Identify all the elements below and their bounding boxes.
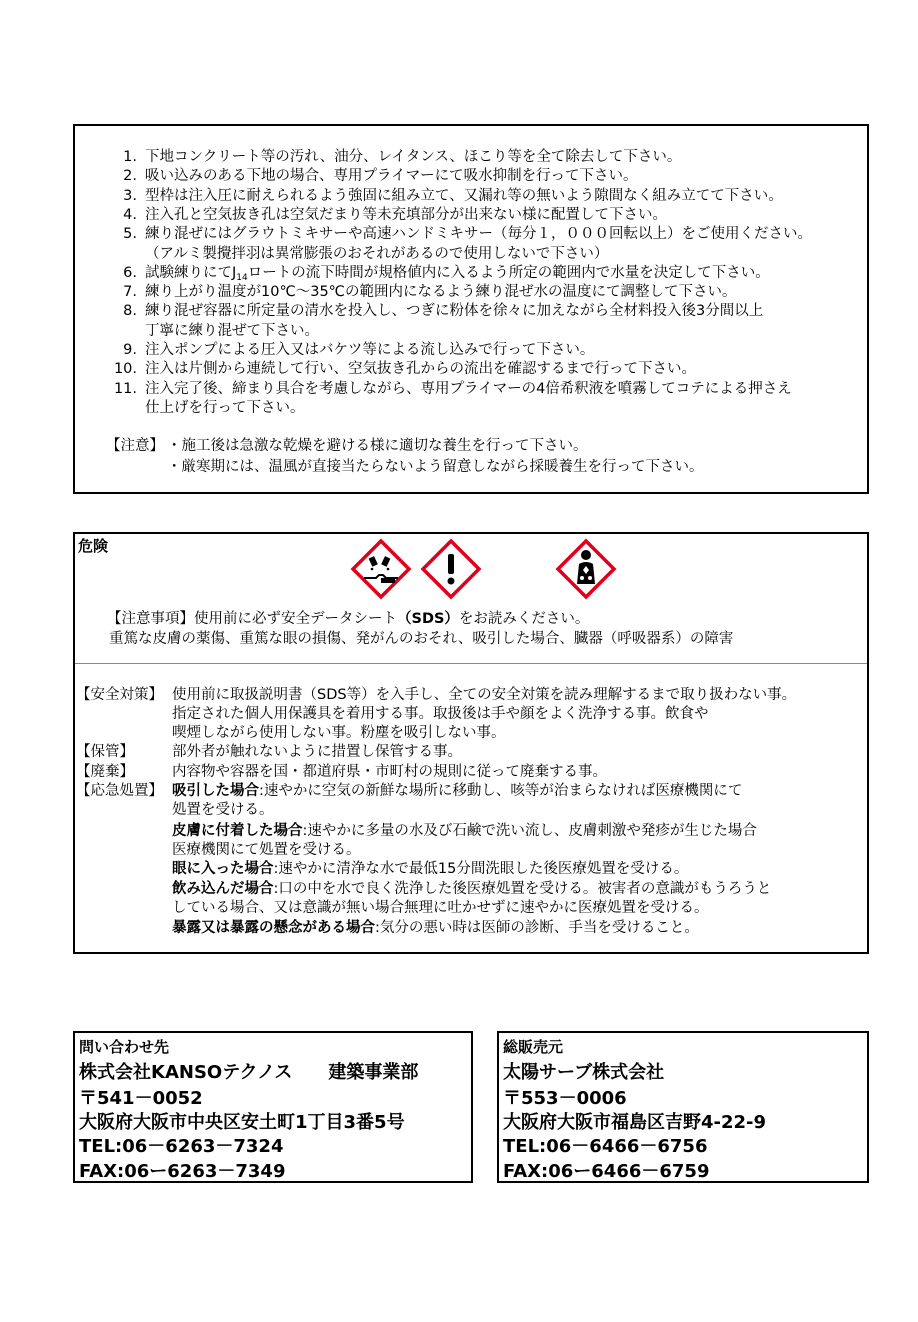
eye-line xyxy=(172,860,688,878)
notice-label: 【注意事項】 xyxy=(107,611,194,627)
instruction-number: 8. xyxy=(123,303,137,320)
instructions-box xyxy=(73,124,869,494)
skin-head: 皮膚に付着した場合 xyxy=(172,823,303,839)
instruction-text: 注入は片側から連続して行い、空気抜き孔からの流出を確認するまで行って下さい。 xyxy=(145,361,696,378)
instruction-number: 4. xyxy=(123,206,137,223)
safety-line-1: 使用前に取扱説明書（SDS等）を入手し、全ての安全対策を読み理解するまで取り扱わない事。 xyxy=(172,687,797,703)
contact-tel: TEL:06－6466－6756 xyxy=(503,1136,708,1157)
instruction-text: 型枠は注入圧に耐えられるよう強固に組み立て、又漏れ等の無いよう隙間なく組み立てて下さい。 xyxy=(145,187,783,204)
instruction-text: 注入孔と空気抜き孔は空気だまり等未充填部分が出来ない様に配置して下さい。 xyxy=(145,206,667,223)
contact-address: 大阪府大阪市福島区吉野4-22-9 xyxy=(503,1112,767,1133)
instruction-number: 6. xyxy=(123,264,137,281)
instruction-text: 吸い込みのある下地の場合、専用プライマーにて吸水抑制を行って下さい。 xyxy=(145,168,638,185)
instruction-text-subscript: 14 xyxy=(236,272,248,283)
exposed-text: :気分の悪い時は医師の診断、手当を受けること。 xyxy=(375,920,699,936)
notice-pre: 使用前に必ず安全データシート xyxy=(194,611,397,627)
storage-label: 【保管】 xyxy=(76,744,134,760)
contact-fax: FAX:06ー6263－7349 xyxy=(79,1161,286,1182)
notice-post: をお読みください。 xyxy=(458,611,590,627)
instruction-number: 7. xyxy=(123,284,137,301)
section-divider xyxy=(75,663,867,664)
contact-postal: 〒553－0006 xyxy=(503,1088,627,1109)
swallow-head: 飲み込んだ場合 xyxy=(172,881,274,897)
skin-line xyxy=(172,822,757,840)
instruction-text: 注入ポンプによる圧入又はバケツ等による流し込みで行って下さい。 xyxy=(145,342,595,358)
instruction-number: 1. xyxy=(123,149,137,165)
contact-postal: 〒541－0052 xyxy=(79,1088,203,1109)
exposed-line xyxy=(172,919,699,937)
contact-tel: TEL:06－6263－7324 xyxy=(79,1136,284,1157)
swallow-cont: している場合、又は意識が無い場合無理に吐かせずに速やかに医療処置を受ける。 xyxy=(172,900,709,916)
instruction-number: 2. xyxy=(123,168,137,185)
corrosion-icon xyxy=(350,538,412,600)
contact-title: 総販売元 xyxy=(503,1038,564,1056)
safety-line-2: 指定された個人用保護具を着用する事。取扱後は手や顔をよく洗浄する事。飲食や xyxy=(172,706,709,722)
exposed-head: 暴露又は暴露の懸念がある場合 xyxy=(172,920,375,936)
disposal-text: 内容物や容器を国・都道府県・市町村の規則に従って廃棄する事。 xyxy=(172,764,607,780)
instruction-continuation: （アルミ製攪拌羽は異常膨張のおそれがあるので使用しないで下さい） xyxy=(145,245,609,262)
instruction-text-post: ロートの流下時間が規格値内に入るよう所定の範囲内で水量を決定して下さい。 xyxy=(247,264,770,281)
instruction-number: 3. xyxy=(123,187,137,204)
contact-fax: FAX:06ー6466－6759 xyxy=(503,1161,710,1182)
health-hazard-icon xyxy=(555,538,617,600)
hazard-statement: 重篤な皮膚の薬傷、重篤な眼の損傷、発がんのおそれ、吸引した場合、臓器（呼吸器系）の障害 xyxy=(109,631,734,647)
inhaled-line xyxy=(172,782,742,800)
exclamation-icon xyxy=(420,538,482,600)
inhaled-text: :速やかに空気の新鮮な場所に移動し、咳等が治まらなければ医療機関にて xyxy=(259,783,743,799)
signal-word: 危険 xyxy=(78,537,109,555)
skin-cont: 医療機関にて処置を受ける。 xyxy=(172,842,361,858)
safety-label: 【安全対策】 xyxy=(76,687,163,703)
instruction-text: 下地コンクリート等の汚れ、油分、レイタンス、ほこり等を全て除去して下さい。 xyxy=(145,149,682,165)
disposal-label: 【廃棄】 xyxy=(76,764,134,780)
contact-title: 問い合わせ先 xyxy=(79,1038,170,1056)
instruction-text: 練り混ぜ容器に所定量の清水を投入し、つぎに粉体を徐々に加えながら全材料投入後3分間以上 xyxy=(145,303,764,320)
instruction-continuation: 仕上げを行って下さい。 xyxy=(145,399,305,416)
inhaled-cont: 処置を受ける。 xyxy=(172,802,274,818)
instruction-number: 10. xyxy=(113,361,137,378)
eye-text: :速やかに清浄な水で最低15分間洗眼した後医療処置を受ける。 xyxy=(273,861,689,877)
inhaled-head: 吸引した場合 xyxy=(172,783,259,799)
caution-line-1: ・施工後は急激な乾燥を避ける様に適切な養生を行って下さい。 xyxy=(167,438,588,454)
safety-line-3: 喫煙しながら使用しない事。粉塵を吸引しない事。 xyxy=(172,725,506,741)
emergency-label: 【応急処置】 xyxy=(76,783,163,799)
contact-box-right xyxy=(497,1031,869,1183)
instruction-number: 11. xyxy=(113,380,137,397)
contact-box-left xyxy=(73,1031,473,1183)
swallow-text: :口の中を水で良く洗浄した後医療処置を受ける。被害者の意識がもうろうと xyxy=(273,881,772,897)
instruction-text: 練り上がり温度が10℃～35℃の範囲内になるよう練り混ぜ水の温度にて調整して下さい。 xyxy=(145,284,737,301)
notice-sds: （SDS） xyxy=(397,611,459,627)
instruction-text-pre: 試験練りにてJ xyxy=(145,264,237,281)
contact-address: 大阪府大阪市中央区安土町1丁目3番5号 xyxy=(79,1112,405,1133)
instruction-text: 練り混ぜにはグラウトミキサーや高速ハンドミキサー（毎分１，０００回転以上）をご使用ください。 xyxy=(145,226,812,243)
instruction-text: 注入完了後、締まり具合を考慮しながら、専用プライマーの4倍希釈液を噴霧してコテによる押さえ xyxy=(145,380,792,397)
caution-line-2: ・厳寒期には、温風が直接当たらないよう留意しながら採暖養生を行って下さい。 xyxy=(167,459,704,475)
contact-company: 株式会社KANSOテクノス 建築事業部 xyxy=(79,1062,419,1083)
skin-text: :速やかに多量の水及び石鹸で洗い流し、皮膚刺激や発疹が生じた場合 xyxy=(302,823,757,839)
eye-head: 眼に入った場合 xyxy=(172,861,274,877)
storage-text: 部外者が触れないように措置し保管する事。 xyxy=(172,744,462,760)
caution-label: 【注意】 xyxy=(106,438,164,454)
swallow-line xyxy=(172,880,771,898)
hazard-box xyxy=(73,532,869,954)
contact-company: 太陽サーブ株式会社 xyxy=(503,1062,665,1083)
instruction-number: 9. xyxy=(123,342,137,358)
instruction-number: 5. xyxy=(123,226,137,243)
instruction-continuation: 丁寧に練り混ぜて下さい。 xyxy=(145,322,319,339)
notice-line xyxy=(107,610,589,628)
